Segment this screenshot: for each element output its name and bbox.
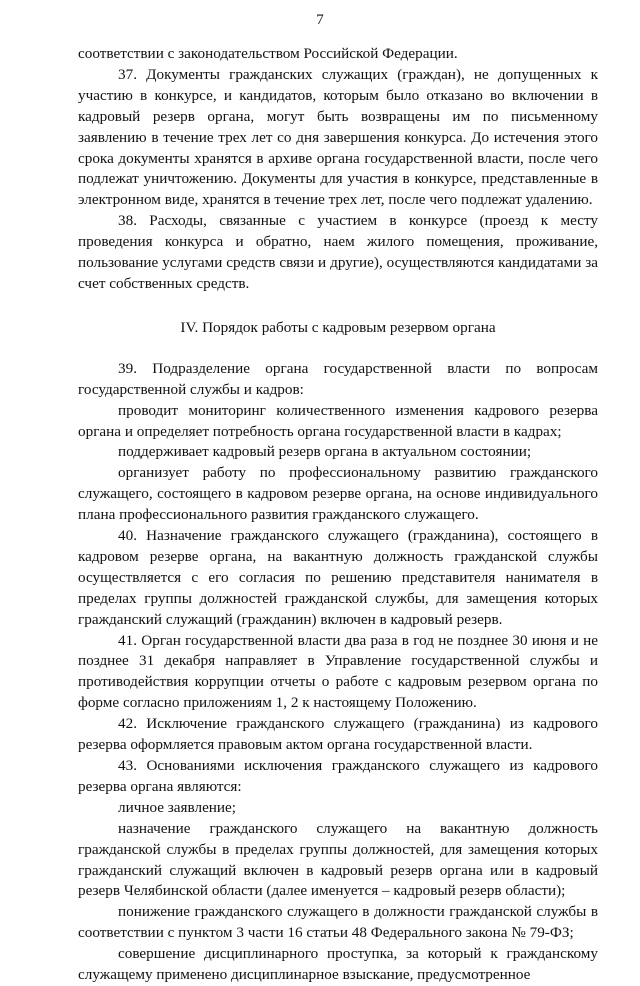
paragraph-continuation: соответствии с законодательством Российской Федерации. — [78, 45, 458, 62]
page-number: 7 — [316, 12, 324, 28]
paragraph-39-item-maintains: поддерживает кадровый резерв органа в актуальном состоянии; — [118, 443, 532, 461]
paragraph-40: 40. Назначение гражданского служащего (гражданина), состоящего в кадровом резерве органа, на вакантную должность гражданской службы осуществляется с его согласия по решению представителя нанимателя в пределах группы должностей гражданской службы, для замещения которых гражданский служащий (гражданин) включен в кадровый резерв. — [78, 527, 598, 628]
paragraph-42: 42. Исключение гражданского служащего (гражданина) из кадрового резерва оформляется правовым актом органа государственной власти. — [78, 715, 598, 754]
paragraph-43-item-demotion: понижение гражданского служащего в должности гражданской службы в соответствии с пунктом 3 части 16 статьи 48 Федерального закона № 79-ФЗ; — [78, 903, 598, 942]
paragraph-37: 37. Документы гражданских служащих (граждан), не допущенных к участию в конкурсе, и кандидатов, которым было отказано во включении в кадровый резерв органа, могут быть возвращены им по письменному заявлению в течение трех лет со дня завершения конкурса. До истечения этого срока документы хранятся в архиве органа государственной власти, после чего подлежат уничтожению. Документы для участия в конкурсе, представленные в электронном виде, хранятся в течение трех лет, после чего подлежат удалению. — [78, 65, 598, 209]
paragraph-43-item-personal-statement: личное заявление; — [118, 798, 237, 816]
paragraph-43-item-appointment: назначение гражданского служащего на вакантную должность гражданской службы в пределах группы должностей, для замещения которых гражданский служащий включен в кадровый резерв органа или в кадровый резерв Челябинской области (далее именуется – кадровый резерв области); — [78, 819, 598, 900]
paragraph-38: 38. Расходы, связанные с участием в конкурсе (проезд к месту проведения конкурса и обратно, наем жилого помещения, проживание, пользование услугами средств связи и другие), осуществляются кандидатами за счет собственных средств. — [78, 212, 598, 292]
paragraph-41: 41. Орган государственной власти два раза в год не позднее 30 июня и не позднее 31 декабря направляет в Управление государственной службы и противодействия коррупции отчеты о работе с кадровым резервом органа по форме согласно приложениям 1, 2 к настоящему Положению. — [78, 631, 598, 712]
paragraph-43: 43. Основаниями исключения гражданского служащего из кадрового резерва органа являются: — [78, 757, 598, 795]
section-heading: IV. Порядок работы с кадровым резервом органа — [180, 318, 496, 336]
paragraph-39-item-development: организует работу по профессиональному развитию гражданского служащего, состоящего в кадровом резерве органа, на основе индивидуального плана профессионального развития гражданского служащего. — [78, 464, 598, 524]
paragraph-39: 39. Подразделение органа государственной власти по вопросам государственной службы и кадров: — [78, 359, 598, 398]
paragraph-43-item-disciplinary: совершение дисциплинарного проступка, за который к гражданскому служащему применено дисциплинарное взыскание, предусмотренное — [78, 945, 598, 984]
paragraph-39-item-monitoring: проводит мониторинг количественного изменения кадрового резерва органа и определяет потребность органа государственной власти в кадрах; — [78, 401, 598, 440]
document-body — [78, 44, 598, 986]
